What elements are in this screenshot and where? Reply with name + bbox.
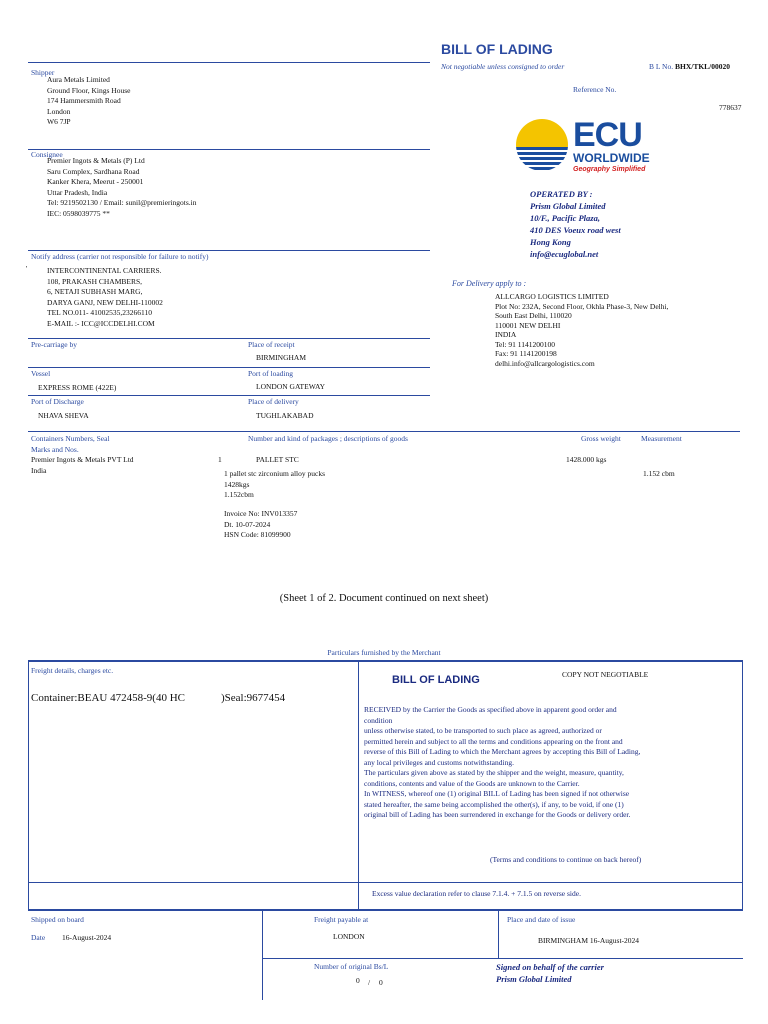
consignee-line: Saru Complex, Sardhana Road bbox=[47, 166, 140, 176]
terms-line: stated hereafter, the same being accomplished the other(s), if any, to be void, if one (1) bbox=[364, 799, 624, 809]
operated-by-line: Prism Global Limited bbox=[530, 201, 606, 211]
notify-line: E-MAIL :- ICC@ICCDELHI.COM bbox=[47, 318, 155, 328]
divider bbox=[262, 910, 263, 1000]
delivery-line: Tel: 91 1141200100 bbox=[495, 339, 556, 349]
container-line-right: )Seal:9677454 bbox=[221, 692, 286, 704]
receipt-value: BIRMINGHAM bbox=[256, 353, 307, 362]
negotiable-note: Not negotiable unless consigned to order bbox=[441, 62, 565, 71]
shipper-line: 174 Hammersmith Road bbox=[47, 96, 121, 105]
operated-by-line: OPERATED BY : bbox=[530, 189, 593, 199]
container-line-left: Container:BEAU 472458-9(40 HC bbox=[31, 692, 185, 704]
divider bbox=[262, 958, 743, 959]
terms-line: any local privileges and customs notwithstanding. bbox=[364, 757, 514, 767]
divider bbox=[28, 882, 743, 883]
loading-value: LONDON GATEWAY bbox=[256, 382, 326, 391]
measurement-value: 1.152 cbm bbox=[643, 469, 675, 478]
containers-header: Containers Numbers, Seal bbox=[31, 434, 110, 443]
delivery-place-value: TUGHLAKABAD bbox=[256, 411, 314, 420]
discharge-label: Port of Discharge bbox=[31, 397, 84, 406]
delivery-line: Fax: 91 1141200198 bbox=[495, 349, 557, 358]
notify-line: INTERCONTINENTAL CARRIERS. bbox=[47, 266, 162, 275]
consignee-line: IEC: 0598039775 ** bbox=[47, 208, 110, 218]
terms-line: permitted herein and subject to all the terms and conditions appearing on the front and bbox=[364, 736, 623, 746]
terms-line: original bill of Lading has been surrendered in exchange for the Goods or delivery order. bbox=[364, 810, 631, 819]
vessel-value: EXPRESS ROME (422E) bbox=[38, 383, 117, 392]
consignee-line: Uttar Pradesh, India bbox=[47, 187, 108, 197]
notify-line: TEL NO.011- 41002535,23266110 bbox=[47, 308, 152, 317]
notify-label: Notify address (carrier not responsible for failure to notify) bbox=[31, 252, 209, 261]
shipped-on-board-label: Shipped on board bbox=[31, 915, 84, 924]
delivery-address bbox=[495, 292, 668, 368]
package-qty: 1 bbox=[218, 455, 222, 464]
notify-line: DARYA GANJ, NEW DELHI-110002 bbox=[47, 297, 163, 307]
consignee-line: Tel: 9219502130 / Email: sunil@premieringots.in bbox=[47, 198, 197, 207]
description-line: 1.152cbm bbox=[224, 490, 254, 499]
delivery-line: 110001 NEW DELHI bbox=[495, 320, 561, 330]
originals-total: 0 bbox=[379, 978, 383, 987]
gross-weight-value: 1428.000 kgs bbox=[566, 455, 607, 464]
notify-line: 6, NETAJI SUBHASH MARG, bbox=[47, 287, 143, 296]
originals-count: 0 bbox=[356, 976, 360, 985]
sheet-note: (Sheet 1 of 2. Document continued on next sheet) bbox=[279, 593, 489, 604]
terms-line: reverse of this Bill of Lading to which the Merchant agrees by accepting this Bill of Lading, bbox=[364, 747, 641, 756]
delivery-line: INDIA bbox=[495, 330, 517, 339]
divider bbox=[28, 149, 430, 150]
originals-separator: / bbox=[368, 978, 371, 987]
particulars-note: Particulars furnished by the Merchant bbox=[327, 648, 441, 657]
divider bbox=[498, 910, 499, 958]
terms-line: conditions, contents and value of the Goods are unknown to the Carrier. bbox=[364, 778, 580, 788]
description-line: 1428kgs bbox=[224, 479, 250, 489]
gross-weight-header: Gross weight bbox=[581, 434, 621, 443]
delivery-line: South East Delhi, 110020 bbox=[495, 311, 572, 320]
divider bbox=[28, 367, 430, 368]
reference-label: Reference No. bbox=[573, 85, 617, 94]
bl-number-label: B L No. bbox=[649, 62, 674, 71]
operated-by-block bbox=[530, 188, 621, 260]
bol-subtitle: BILL OF LADING bbox=[392, 674, 480, 686]
consignee-address bbox=[47, 156, 197, 219]
ecu-worldwide-logo bbox=[515, 117, 665, 177]
consignee-line: Kanker Khera, Meerut - 250001 bbox=[47, 177, 144, 186]
terms-line: In WITNESS, whereof one (1) original BILL of Lading has been signed if not otherwise bbox=[364, 789, 630, 798]
terms-line: RECEIVED by the Carrier the Goods as specified above in apparent good order and bbox=[364, 705, 617, 714]
divider bbox=[28, 660, 743, 661]
package-kind: PALLET STC bbox=[256, 455, 299, 464]
terms-continue-note: (Terms and conditions to continue on back hereof) bbox=[490, 855, 642, 864]
notify-line: 108, PRAKASH CHAMBERS, bbox=[47, 276, 143, 286]
operated-by-line: Hong Kong bbox=[530, 237, 571, 247]
divider bbox=[28, 910, 743, 911]
pre-carriage-label: Pre-carriage by bbox=[31, 340, 78, 349]
operated-by-line: info@ecuglobal.net bbox=[530, 249, 599, 259]
terms-line: The particulars given above as stated by the shipper and the weight, measure, quantity, bbox=[364, 768, 624, 777]
divider bbox=[28, 431, 740, 432]
packages-header: Number and kind of packages ; descriptions of goods bbox=[248, 434, 408, 443]
shipper-line: London bbox=[47, 106, 71, 116]
delivery-place-label: Place of delivery bbox=[248, 397, 299, 406]
invoice-line: HSN Code: 81099900 bbox=[224, 530, 291, 539]
reference-value: 778637 bbox=[719, 103, 742, 112]
operated-by-line: 410 DES Voeux road west bbox=[530, 225, 621, 235]
delivery-line: delhi.info@allcargologistics.com bbox=[495, 358, 595, 368]
issue-value: BIRMINGHAM 16-August-2024 bbox=[538, 936, 640, 945]
divider bbox=[28, 250, 430, 251]
terms-line: unless otherwise stated, to be transported to such place as agreed, authorized or bbox=[364, 726, 602, 735]
date-value: 16-August-2024 bbox=[62, 933, 112, 942]
document-title: BILL OF LADING bbox=[441, 41, 553, 57]
bl-number-value: BHX/TKL/00020 bbox=[674, 62, 730, 71]
terms-line: condition bbox=[364, 715, 393, 725]
delivery-line: ALLCARGO LOGISTICS LIMITED bbox=[495, 292, 609, 301]
marks-line: Premier Ingots & Metals PVT Ltd bbox=[31, 455, 134, 464]
carrier-name: Prism Global Limited bbox=[496, 974, 572, 984]
divider bbox=[28, 395, 430, 396]
freight-payable-label: Freight payable at bbox=[314, 915, 369, 924]
shipper-address bbox=[47, 75, 130, 128]
delivery-label: For Delivery apply to : bbox=[452, 279, 527, 288]
consignee-label: Consignee bbox=[31, 150, 63, 159]
excess-value-note: Excess value declaration refer to clause 7.1.4. + 7.1.5 on reverse side. bbox=[372, 889, 581, 898]
invoice-line: Dt. 10-07-2024 bbox=[224, 519, 271, 529]
operated-by-line: 10/F., Pacific Plaza, bbox=[530, 213, 600, 223]
originals-label: Number of original Bs/L bbox=[314, 962, 389, 971]
marks-block bbox=[31, 455, 134, 476]
vessel-label: Vessel bbox=[31, 369, 51, 378]
shipper-line: W6 7JP bbox=[47, 117, 71, 126]
divider bbox=[28, 338, 430, 339]
description-line: 1 pallet stc zirconium alloy pucks bbox=[224, 469, 326, 478]
discharge-value: NHAVA SHEVA bbox=[38, 411, 89, 420]
marks-header: Marks and Nos. bbox=[31, 445, 79, 454]
notify-bullet: ' bbox=[26, 264, 28, 273]
divider bbox=[28, 62, 430, 63]
receipt-label: Place of receipt bbox=[248, 340, 295, 349]
logo-word: WORLDWIDE bbox=[573, 151, 650, 165]
issue-label: Place and date of issue bbox=[507, 915, 576, 924]
logo-tagline: Geography Simplified bbox=[573, 166, 646, 173]
date-label: Date bbox=[31, 933, 46, 942]
consignee-line: Premier Ingots & Metals (P) Ltd bbox=[47, 156, 145, 165]
shipper-label: Shipper bbox=[31, 68, 55, 77]
freight-payable-value: LONDON bbox=[333, 932, 365, 941]
freight-label: Freight details, charges etc. bbox=[31, 666, 114, 675]
goods-description bbox=[224, 469, 325, 501]
terms-text bbox=[364, 705, 640, 821]
divider bbox=[358, 661, 359, 910]
notify-address bbox=[47, 266, 163, 329]
shipper-line: Aura Metals Limited bbox=[47, 75, 110, 84]
shipper-line: Ground Floor, Kings House bbox=[47, 85, 131, 95]
delivery-line: Plot No: 232A, Second Floor, Okhla Phase-3, New Delhi, bbox=[495, 301, 669, 311]
marks-line: India bbox=[31, 465, 47, 475]
measurement-header: Measurement bbox=[641, 434, 682, 443]
bl-number bbox=[649, 62, 730, 71]
invoice-line: Invoice No: INV013357 bbox=[224, 509, 298, 518]
signed-on-behalf: Signed on behalf of the carrier bbox=[496, 962, 604, 972]
copy-not-negotiable: COPY NOT NEGOTIABLE bbox=[562, 670, 649, 679]
invoice-details bbox=[224, 509, 297, 541]
logo-brand: ECU bbox=[573, 116, 642, 154]
loading-label: Port of loading bbox=[248, 369, 293, 378]
